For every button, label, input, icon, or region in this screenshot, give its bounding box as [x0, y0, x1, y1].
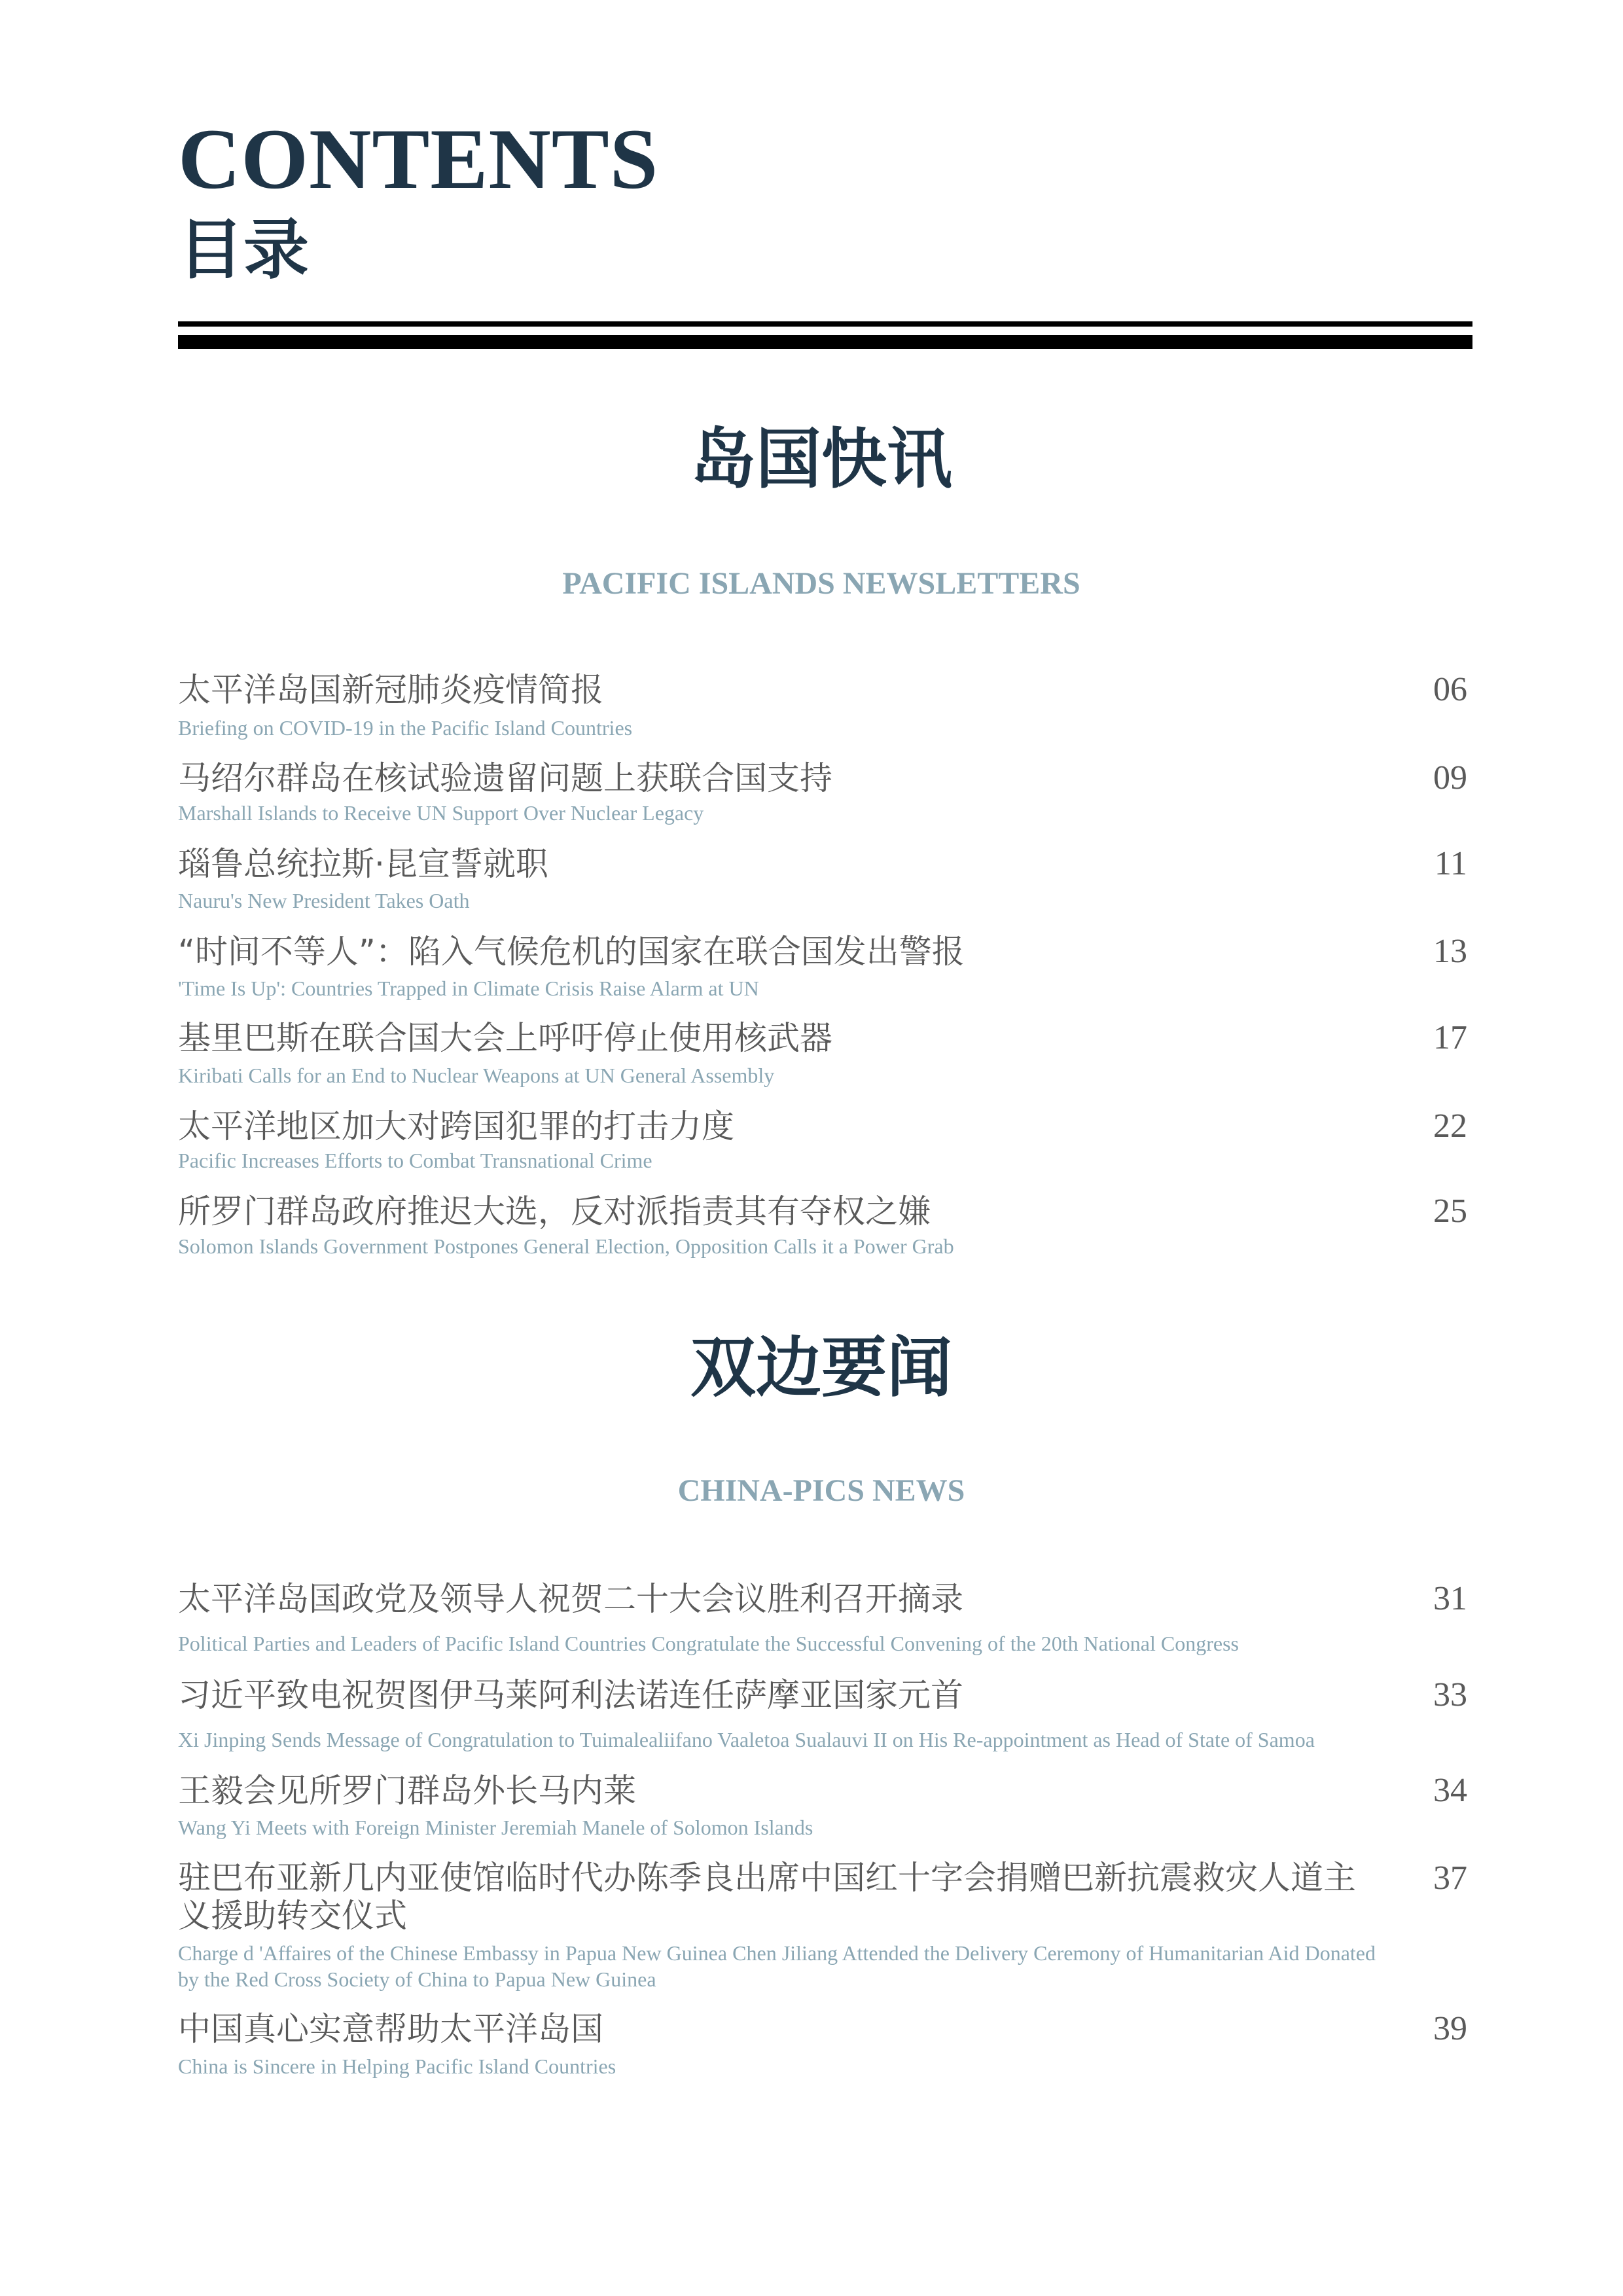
toc-entry-title-zh: 所罗门群岛政府推迟大选，反对派指责其有夺权之嫌	[178, 1193, 931, 1230]
header-divider-thick	[178, 335, 1472, 349]
toc-entry-title-zh: 瑙鲁总统拉斯·昆宣誓就职	[178, 845, 548, 883]
section-title-zh: 岛国快讯	[690, 421, 952, 497]
toc-entry-title-zh: 太平洋地区加大对跨国犯罪的打击力度	[178, 1107, 734, 1145]
toc-entry-title-zh: 太平洋岛国新冠肺炎疫情简报	[178, 671, 603, 709]
toc-entry-title-zh: 王毅会见所罗门群岛外长马内莱	[178, 1772, 636, 1810]
toc-entry-title-zh: 驻巴布亚新几内亚使馆临时代办陈季良出席中国红十字会捐赠巴新抗震救灾人道主义援助转交仪式	[178, 1859, 1356, 1935]
section-title-en: CHINA-PICS NEWS	[677, 1473, 965, 1508]
toc-entry-page-number: 34	[1433, 1772, 1467, 1809]
toc-entry-page-number: 31	[1433, 1580, 1467, 1617]
page-title-zh: 目录	[178, 211, 309, 288]
toc-entry-title-zh: 太平洋岛国政党及领导人祝贺二十大会议胜利召开摘录	[178, 1580, 963, 1618]
section-title-zh: 双边要闻	[690, 1329, 952, 1406]
toc-entry-title-zh: 中国真心实意帮助太平洋岛国	[178, 2010, 603, 2048]
toc-entry-title-en: Briefing on COVID-19 in the Pacific Island Countries	[178, 716, 633, 740]
toc-entry-title-en: Solomon Islands Government Postpones General Election, Opposition Calls it a Power Grab	[178, 1234, 954, 1258]
toc-entry-title-en: Nauru's New President Takes Oath	[178, 889, 470, 912]
header-divider-thin	[178, 321, 1472, 327]
toc-entry-title-zh: 基里巴斯在联合国大会上呼吁停止使用核武器	[178, 1019, 832, 1057]
section-title-en: PACIFIC ISLANDS NEWSLETTERS	[562, 566, 1080, 601]
toc-entry-title-zh: 马绍尔群岛在核试验遗留问题上获联合国支持	[178, 759, 832, 797]
toc-entry-page-number: 37	[1433, 1859, 1467, 1897]
toc-entry-title-zh: “时间不等人”：陷入气候危机的国家在联合国发出警报	[178, 933, 965, 971]
toc-entry-title-en: Charge d 'Affaires of the Chinese Embassy in Papua New Guinea Chen Jiliang Attended the Delivery Ceremony of Humanitarian Aid Donated by the Red Cross Society of China to Papua New Guinea	[178, 1941, 1376, 1991]
toc-entry-page-number: 06	[1433, 671, 1467, 708]
toc-entry-title-en: Kiribati Calls for an End to Nuclear Weapons at UN General Assembly	[178, 1064, 775, 1087]
toc-entry-title-en: Wang Yi Meets with Foreign Minister Jeremiah Manele of Solomon Islands	[178, 1816, 813, 1839]
page-title-en: CONTENTS	[178, 111, 659, 207]
toc-entry-title-en: Marshall Islands to Receive UN Support Over Nuclear Legacy	[178, 801, 704, 825]
toc-entry-page-number: 11	[1434, 845, 1467, 882]
toc-entry-title-en: Xi Jinping Sends Message of Congratulation to Tuimalealiifano Vaaletoa Sualauvi II on His Re-appointment as Head of State of Samoa	[178, 1728, 1315, 1751]
toc-entry-page-number: 39	[1433, 2010, 1467, 2047]
toc-entry-page-number: 13	[1433, 933, 1467, 970]
toc-entry-page-number: 25	[1433, 1193, 1467, 1230]
toc-entry-title-en: Political Parties and Leaders of Pacific Island Countries Congratulate the Successful Convening of the 20th National Congress	[178, 1632, 1239, 1655]
toc-entry-page-number: 22	[1433, 1107, 1467, 1145]
toc-entry-title-en: Pacific Increases Efforts to Combat Transnational Crime	[178, 1149, 652, 1172]
toc-entry-title-en: 'Time Is Up': Countries Trapped in Climate Crisis Raise Alarm at UN	[178, 977, 759, 1000]
toc-entry-title-en: China is Sincere in Helping Pacific Island Countries	[178, 2054, 616, 2078]
toc-entry-page-number: 17	[1433, 1019, 1467, 1056]
toc-entry-title-zh: 习近平致电祝贺图伊马莱阿利法诺连任萨摩亚国家元首	[178, 1676, 963, 1714]
toc-entry-page-number: 09	[1433, 759, 1467, 797]
toc-entry-page-number: 33	[1433, 1676, 1467, 1713]
